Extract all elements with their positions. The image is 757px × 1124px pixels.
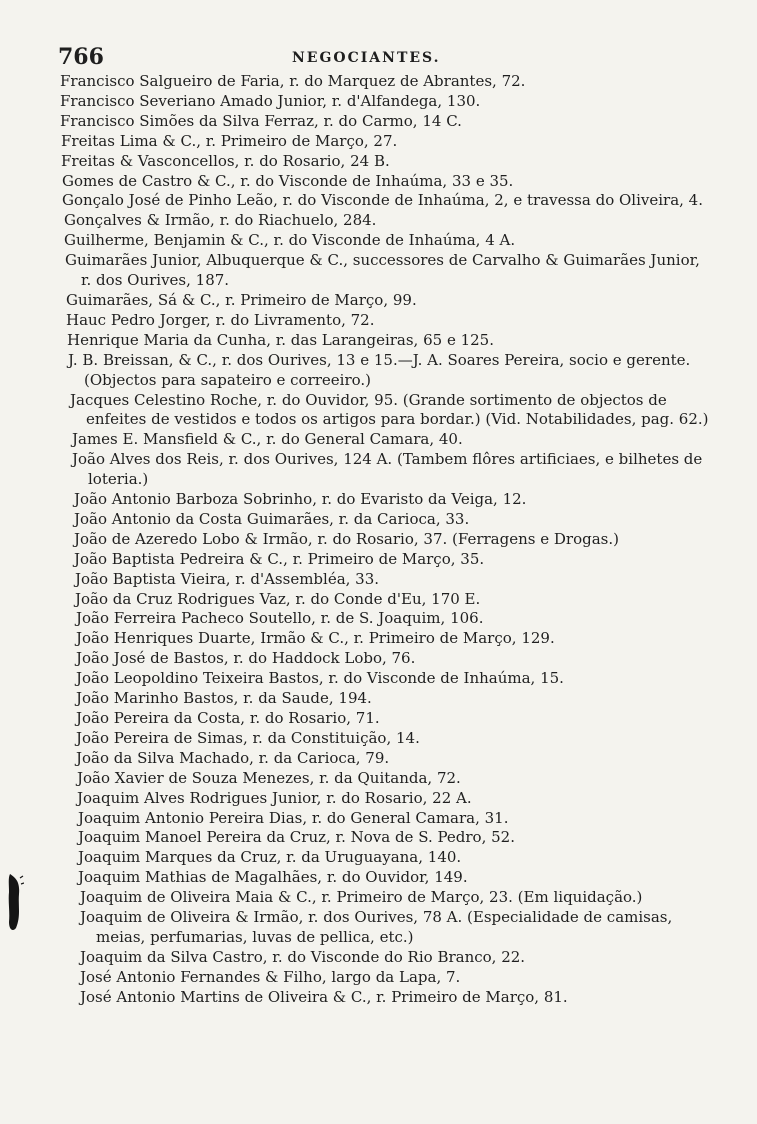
page-heading: NEGOCIANTES. xyxy=(292,50,441,66)
list-item: Freitas & Vasconcellos, r. do Rosario, 24 B. xyxy=(61,151,390,170)
list-item: Guimarães, Sá & C., r. Primeiro de Março, 99. xyxy=(66,290,417,309)
list-item: Francisco Simões da Silva Ferraz, r. do Carmo, 14 C. xyxy=(60,111,462,130)
list-item: Joaquim Antonio Pereira Dias, r. do General Camara, 31. xyxy=(78,808,509,827)
list-item: Freitas Lima & C., r. Primeiro de Março, 27. xyxy=(61,131,398,150)
list-item: Francisco Salgueiro de Faria, r. do Marquez de Abrantes, 72. xyxy=(60,72,526,90)
list-item: Guimarães Junior, Albuquerque & C., successores de Carvalho & Guimarães Junior, r. dos Ourives, 187. xyxy=(65,251,700,290)
page-number: 766 xyxy=(58,44,104,70)
list-item: Gonçalves & Irmão, r. do Riachuelo, 284. xyxy=(64,211,377,230)
list-item: José Antonio Fernandes & Filho, largo da Lapa, 7. xyxy=(80,967,461,986)
list-item: João da Cruz Rodrigues Vaz, r. do Conde d'Eu, 170 E. xyxy=(75,589,481,608)
list-item: João José de Bastos, r. do Haddock Lobo, 76. xyxy=(76,649,416,668)
list-item: Jacques Celestino Roche, r. do Ouvidor, 95. (Grande sortimento de objectos de enfeites de vestidos e todos os artigos para bordar.) (Vid. Notabilidades, pag. 62.) xyxy=(70,390,709,429)
list-item: João Baptista Vieira, r. d'Assembléa, 33. xyxy=(75,569,380,588)
list-item: Joaquim Manoel Pereira da Cruz, r. Nova de S. Pedro, 52. xyxy=(78,828,515,847)
list-item: João Pereira de Simas, r. da Constituição, 14. xyxy=(76,728,420,747)
list-item: João Alves dos Reis, r. dos Ourives, 124 A. (Tambem flôres artificiaes, e bilhetes de loteria.) xyxy=(72,450,703,489)
list-item: Joaquim de Oliveira Maia & C., r. Primeiro de Março, 23. (Em liquidação.) xyxy=(80,888,643,907)
list-item: Joaquim da Silva Castro, r. do Visconde do Rio Branco, 22. xyxy=(80,947,526,966)
list-item: João Ferreira Pacheco Soutello, r. de S. Joaquim, 106. xyxy=(76,609,484,628)
list-item: José Antonio Martins de Oliveira & C., r. Primeiro de Março, 81. xyxy=(80,987,568,1006)
list-item: Joaquim Alves Rodrigues Junior, r. do Rosario, 22 A. xyxy=(77,788,472,807)
list-item: J. B. Breissan, & C., r. dos Ourives, 13 e 15.—J. A. Soares Pereira, socio e gerente. (Objectos para sapateiro e correeiro.) xyxy=(68,350,691,389)
list-item: James E. Mansfield & C., r. do General Camara, 40. xyxy=(72,430,463,449)
list-item: João Henriques Duarte, Irmão & C., r. Primeiro de Março, 129. xyxy=(76,629,555,648)
list-item: João Pereira da Costa, r. do Rosario, 71. xyxy=(76,709,380,727)
list-item: Gonçalo José de Pinho Leão, r. do Visconde de Inhaúma, 2, e travessa do Oliveira, 4. xyxy=(62,191,703,210)
list-item: João Leopoldino Teixeira Bastos, r. do Visconde de Inhaúma, 15. xyxy=(76,669,564,688)
list-item: Hauc Pedro Jorger, r. do Livramento, 72. xyxy=(66,310,375,329)
list-item: Gomes de Castro & C., r. do Visconde de Inhaúma, 33 e 35. xyxy=(62,171,514,190)
list-item: Henrique Maria da Cunha, r. das Larangeiras, 65 e 125. xyxy=(67,330,494,349)
list-item: João Antonio Barboza Sobrinho, r. do Evaristo da Veiga, 12. xyxy=(74,490,527,509)
list-item: João Marinho Bastos, r. da Saude, 194. xyxy=(76,689,372,708)
list-item: Joaquim de Oliveira & Irmão, r. dos Ourives, 78 A. (Especialidade de camisas, meias, perfumarias, luvas de pellica, etc.) xyxy=(80,908,673,946)
ink-blot-mark xyxy=(6,872,24,932)
entry-list xyxy=(0,72,757,1008)
list-item: Joaquim Mathias de Magalhães, r. do Ouvidor, 149. xyxy=(78,868,468,887)
list-item: Joaquim Marques da Cruz, r. da Uruguayana, 140. xyxy=(78,848,462,867)
list-item: João Baptista Pedreira & C., r. Primeiro de Março, 35. xyxy=(74,549,485,568)
list-item: João Antonio da Costa Guimarães, r. da Carioca, 33. xyxy=(74,509,470,528)
list-item: João Xavier de Souza Menezes, r. da Quitanda, 72. xyxy=(77,768,461,787)
list-item: João da Silva Machado, r. da Carioca, 79. xyxy=(76,748,390,767)
list-item: João de Azeredo Lobo & Irmão, r. do Rosario, 37. (Ferragens e Drogas.) xyxy=(74,529,619,548)
list-item: Francisco Severiano Amado Junior, r. d'Alfandega, 130. xyxy=(60,91,481,110)
list-item: Guilherme, Benjamin & C., r. do Visconde de Inhaúma, 4 A. xyxy=(64,231,516,250)
